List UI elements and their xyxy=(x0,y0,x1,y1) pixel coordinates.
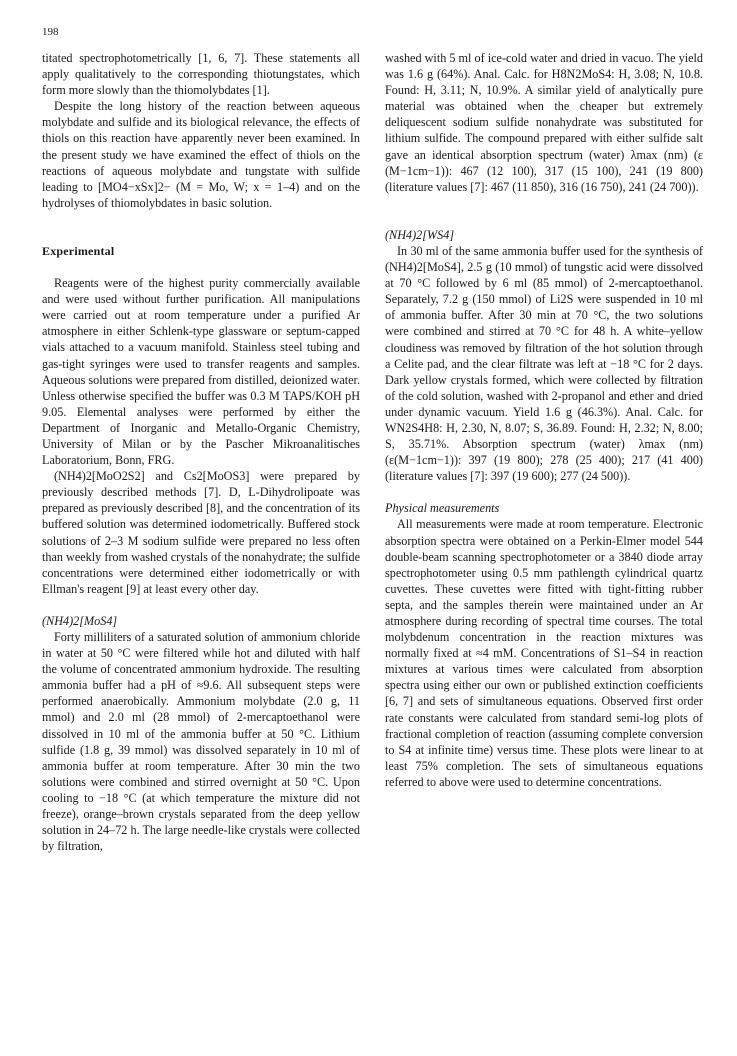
paragraph: All measurements were made at room temperature. Electronic absorption spectra were obtained on a Perkin-Elmer model 544 double-beam scanning spectrophotometer or a 3840 diode array spectrophotometer using 0.5 mm pathlength cylindrical quartz cuvettes. These cuvettes were fitted with tight-fitting rubber septa, and the samples therein were maintained under an Ar atmosphere during recording of spectral time courses. The total molybdenum concentration in the reaction mixtures was normally fixed at ≈4 mM. Concentrations of S1–S4 in reaction mixtures at various times were calculated from absorption spectra using either our own or published extinction coefficients [6, 7] and sets of simultaneous equations. Observed first order rate constants were calculated from standard semi-log plots of fractional completion of reaction (assuming complete conversion to S4 at infinite time) versus time. These plots were linear to at least 75% completion. The sets of simultaneous equations referred to above were used to determine concentrations. xyxy=(385,517,703,789)
paragraph: Forty milliliters of a saturated solution of ammonium chloride in water at 50 °C were filtered while hot and diluted with half the volume of concentrated ammonium hydroxide. The resulting ammonia buffer had a pH of ≈9.6. All subsequent steps were performed anaerobically. Ammonium molybdate (2.0 g, 11 mmol) and 2.0 ml (28 mmol) of 2-mercaptoethanol were dissolved in 10 ml of the ammonia buffer at 50 °C. Lithium sulfide (1.8 g, 39 mmol) was dissolved separately in 10 ml of ammonia buffer at room temperature. After 30 min the two solutions were combined and stirred overnight at 50 °C. Upon cooling to −18 °C (at which temperature the mixture did not freeze), orange–brown crystals separated from the deep yellow solution in 24–72 h. The large needle-like crystals were collected by filtration, xyxy=(42,630,360,854)
paragraph: (NH4)2[MoO2S2] and Cs2[MoOS3] were prepared by previously described methods [7]. D, L-Dihydrolipoate was prepared as previously described [8], and the concentration of its buffered solution was determined iodometrically. Buffered stock solutions of 2–3 M sodium sulfide were prepared no less often than weekly from washed crystals of the nonahydrate; the sulfide concentrations were determined either iodometrically or with Ellman's reagent [9] at least every other day. xyxy=(42,469,360,596)
paragraph: washed with 5 ml of ice-cold water and dried in vacuo. The yield was 1.6 g (64%). Anal. Calc. for H8N2MoS4: H, 3.08; N, 10.8. Found: H, 3.11; N, 10.9%. A similar yield of analytically pure material was obtained when the cheaper but extremely deliquescent sodium sulfide nonahydrate was substituted for lithium sulfide. The compound prepared with either sulfide salt gave an identical absorption spectrum (water) λmax (nm) (ε (M−1cm−1)): 467 (12 100), 317 (15 100), 241 (19 800) (literature values [7]: 467 (11 850), 316 (16 750), 241 (24 700)). xyxy=(385,51,703,194)
subsection-heading-physical: Physical measurements xyxy=(385,501,500,516)
subsection-heading-ws4: (NH4)2[WS4] xyxy=(385,227,455,242)
paragraph: Reagents were of the highest purity commercially available and were used without further purification. All manipulations were carried out at room temperature under a purified Ar atmosphere in either Schlenk-type glassware or septum-capped vials attached to a vacuum manifold. Stainless steel tubing and gas-tight syringes were used to transfer reagents and samples. Aqueous solutions were prepared from distilled, deionized water. Unless otherwise specified the buffer was 0.3 M TAPS/KOH pH 9.05. Elemental analyses were performed by either the Department of Inorganic and Metallo-Organic Chemistry, University of Milan or by the Pascher Mikroanalitisches Laboratorium, Bonn, FRG. xyxy=(42,276,360,468)
paragraph: titated spectrophotometrically [1, 6, 7]. These statements all apply qualitatively to the corresponding thiotungstates, which form more slowly than the thiomolybdates [1]. xyxy=(42,51,360,98)
subsection-heading-mos4: (NH4)2[MoS4] xyxy=(42,613,118,628)
left-column xyxy=(42,50,360,854)
paragraph: In 30 ml of the same ammonia buffer used for the synthesis of (NH4)2[MoS4], 2.5 g (10 mmol) of tungstic acid were dissolved at 70 °C followed by 6 ml (85 mmol) of 2-mercaptoethanol. Separately, 7.2 g (150 mmol) of Li2S were suspended in 10 ml of ammonia buffer. After 30 min at 70 °C, the two solutions were combined and stirred at 70 °C for 48 h. A white–yellow cloudiness was removed by filtration of the hot solution through a Celite pad, and the clear filtrate was left at −18 °C for 2 days. Dark yellow crystals formed, which were collected by filtration of the cold solution, washed with 2-propanol and ether and dried under dynamic vacuum. Yield 1.6 g (46.3%). Anal. Calc. for WN2S4H8: H, 2.30, N, 8.07; S, 36.89. Found: H, 2.32; N, 8.00; S, 35.71%. Absorption spectrum (water) λmax (nm) (ε(M−1cm−1)): 397 (19 800); 278 (25 400); 217 (41 400) (literature values [7]: 397 (19 600); 277 (24 500)). xyxy=(385,243,703,484)
paragraph: Despite the long history of the reaction between aqueous molybdate and sulfide and its biological relevance, the effects of thiols on this reaction have apparently never been examined. In the present study we have examined the effect of thiols on the reactions of aqueous molybdate and tungstate with sulfide leading to [MO4−xSx]2− (M = Mo, W; x = 1–4) and on the hydrolyses of thiomolybdates in basic solution. xyxy=(42,99,360,210)
right-column xyxy=(385,50,703,790)
page-number: 198 xyxy=(42,26,59,38)
section-heading-experimental: Experimental xyxy=(42,243,115,258)
